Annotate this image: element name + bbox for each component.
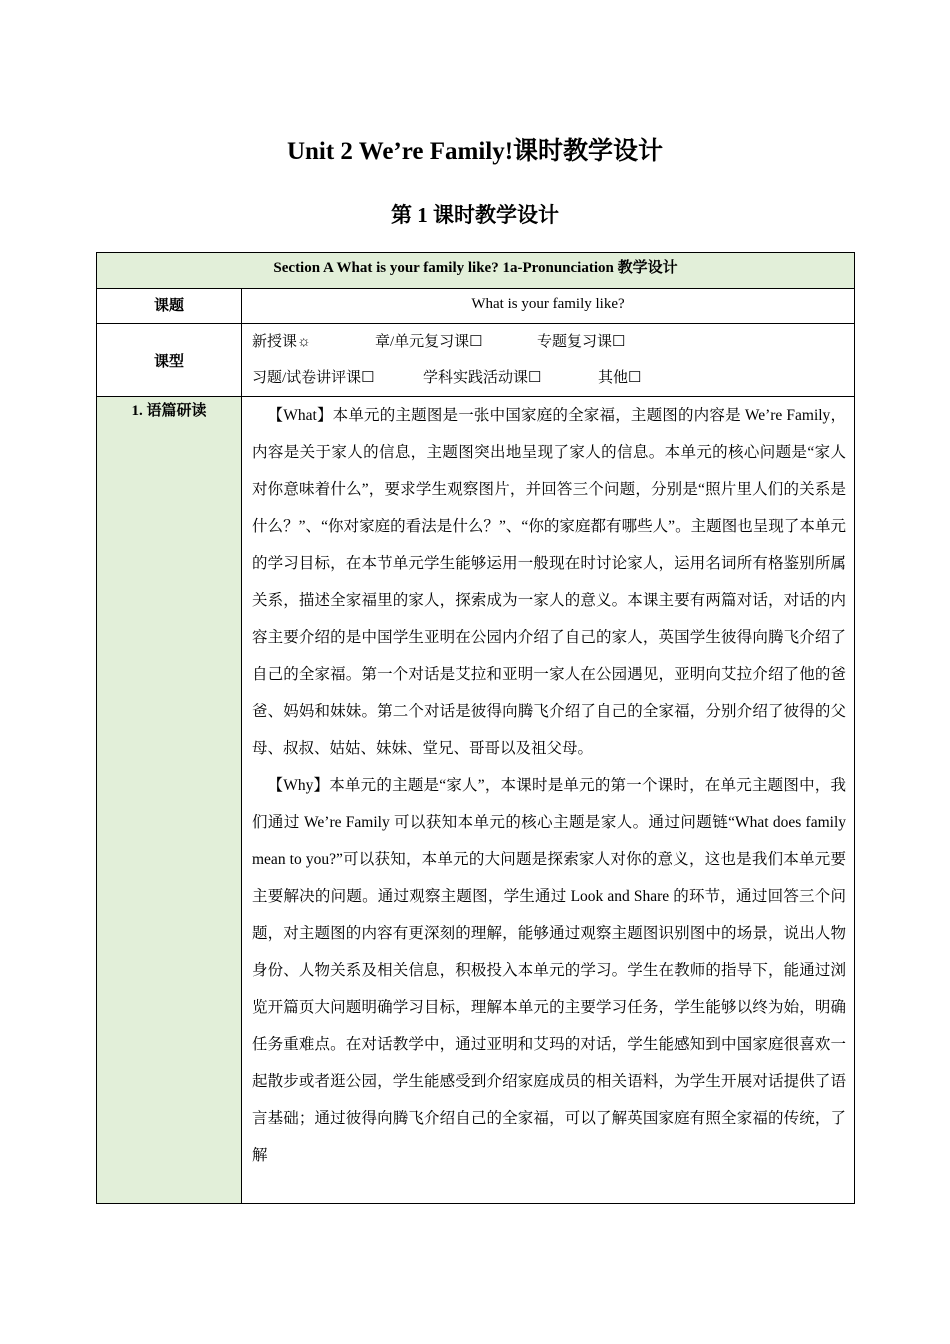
option-topic-review: 专题复习课☐	[537, 334, 626, 350]
topic-value: What is your family like?	[242, 289, 855, 324]
lesson-type-label: 课型	[97, 324, 242, 397]
topic-row	[97, 289, 855, 324]
document-title: Unit 2 We’re Family!课时教学设计	[286, 138, 664, 165]
option-practice-activity: 学科实践活动课☐	[423, 370, 542, 386]
text-analysis-content	[242, 397, 855, 1204]
table-header-row	[97, 253, 855, 289]
option-exercise-review: 习题/试卷讲评课☐	[252, 370, 375, 386]
lesson-type-options	[242, 324, 855, 397]
lesson-design-table	[96, 252, 855, 1204]
why-paragraph: 【Why】本单元的主题是“家人”，本课时是单元的第一个课时，在单元主题图中，我们通过 We’re Family 可以获知本单元的核心主题是家人。通过问题链“What does family mean to you?”可以获知，本单元的大问题是探索家人对你的意义，这也是我们本单元要主要解决的问题。通过观察主题图，学生通过 Look and Share 的环节，通过回答三个问题，对主题图的内容有更深刻的理解，能够通过观察主题图识别图中的场景，说出人物身份、人物关系及相关信息，积极投入本单元的学习。学生在教师的指导下，能通过浏览开篇页大问题明确学习目标，理解本单元的主要学习任务，学生能够以终为始，明确任务重难点。在对话教学中，通过亚明和艾玛的对话，学生能感知到中国家庭很喜欢一起散步或者逛公园，学生能感受到介绍家庭成员的相关语料，为学生开展对话提供了语言基础；通过彼得向腾飞介绍自己的全家福，可以了解英国家庭有照全家福的传统，了解	[252, 777, 847, 1164]
option-unit-review: 章/单元复习课☐	[375, 334, 483, 350]
text-analysis-row	[97, 397, 855, 1204]
option-other: 其他☐	[598, 370, 642, 386]
text-analysis-label: 1. 语篇研读	[97, 397, 242, 1204]
lesson-type-line-2	[252, 360, 854, 396]
lesson-type-line-1	[252, 324, 854, 360]
what-paragraph: 【What】本单元的主题图是一张中国家庭的全家福，主题图的内容是 We’re Family，内容是关于家人的信息，主题图突出地呈现了家人的信息。本单元的核心问题是“家人对你意味着什么”，要求学生观察图片，并回答三个问题，分别是“照片里人们的关系是什么？”、“你对家庭的看法是什么？”、“你的家庭都有哪些人”。主题图也呈现了本单元的学习目标，在本节单元学生能够运用一般现在时讨论家人，运用名词所有格鉴别所属关系，描述全家福里的家人，探索成为一家人的意义。本课主要有两篇对话，对话的内容主要介绍的是中国学生亚明在公园内介绍了自己的家人，英国学生彼得向腾飞介绍了自己的全家福。第一个对话是艾拉和亚明一家人在公园遇见，亚明向艾拉介绍了他的爸爸、妈妈和妹妹。第二个对话是彼得向腾飞介绍了自己的全家福，分别介绍了彼得的父母、叔叔、姑姑、妹妹、堂兄、哥哥以及祖父母。	[252, 407, 847, 757]
section-header: Section A What is your family like? 1a-Pronunciation 教学设计	[97, 253, 855, 289]
option-new-lesson: 新授课☼	[252, 334, 311, 350]
topic-label: 课题	[97, 289, 242, 324]
lesson-type-row	[97, 324, 855, 397]
lesson-subtitle: 第 1 课时教学设计	[391, 203, 559, 227]
